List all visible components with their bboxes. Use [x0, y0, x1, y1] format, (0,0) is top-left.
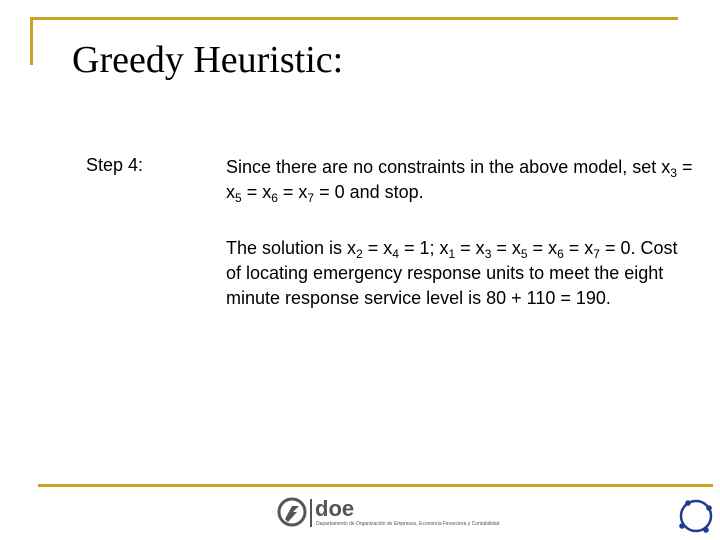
frame-bottom-rule	[38, 484, 713, 487]
corner-circle-icon	[676, 496, 716, 536]
slide-title: Greedy Heuristic:	[72, 39, 344, 81]
solution-paragraph: The solution is $x_2 = x_4 = 1$; $x_1 = x_3 = x_5 = x_6 = x_7 = 0$. Cost of locating emergency response units to meet the eight minute response service level is 80 + 110 = 190.	[226, 238, 678, 308]
step-label: Step 4:	[86, 155, 144, 175]
frame-left-rule	[30, 17, 33, 65]
department-logo	[276, 495, 516, 531]
step-text-paragraph: Since there are no constraints in the above model, set $x_3 = x_5 = x_6 = x_7 = 0$ and stop.	[226, 157, 693, 205]
logo-caption: Departamento de Organización de Empresas, Economía Financiera y Contabilidad	[316, 521, 500, 527]
frame-top-rule	[30, 17, 678, 20]
logo-wordmark: doe	[315, 496, 355, 521]
